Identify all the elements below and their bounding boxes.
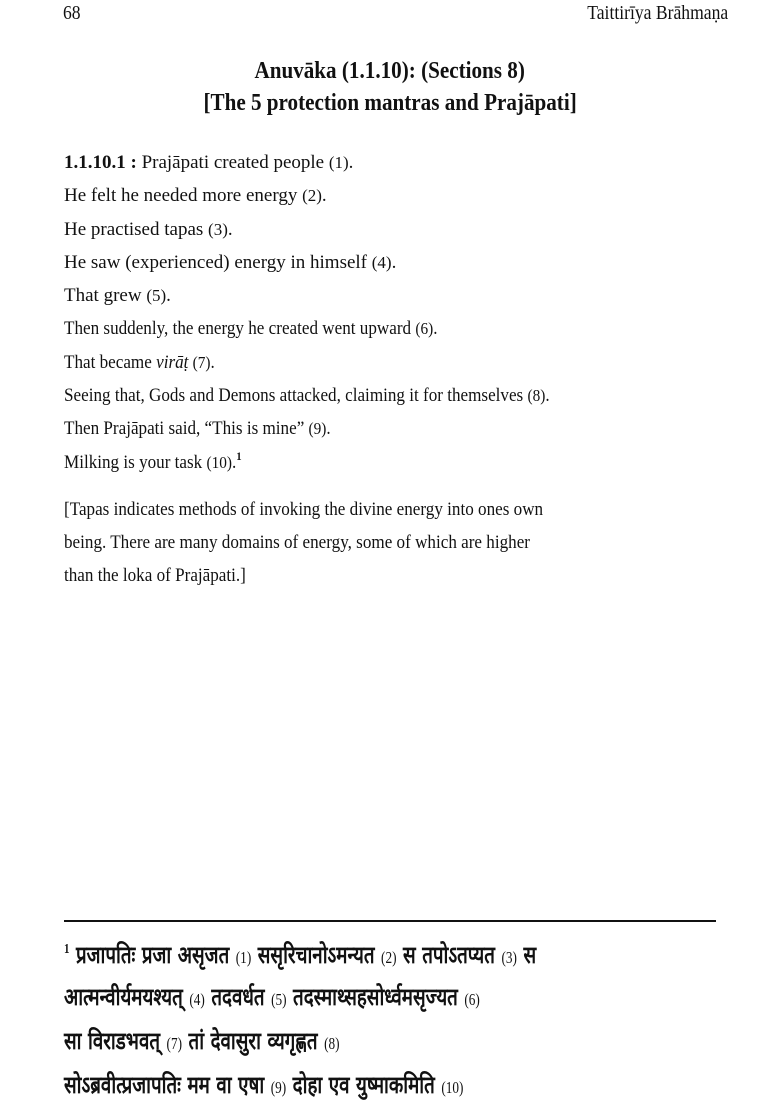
sanskrit-text: आत्मन्वीर्यमयश्यत् [64,983,190,1011]
sanskrit-text: स [516,941,537,969]
line-end: . [232,451,237,473]
verse-number: (3) [208,219,228,239]
line-text: Prajāpati created people [136,152,329,173]
anuvaka-heading-text: Anuvāka (1.1.10): (Sections 8) [254,58,526,84]
verse-number: (5) [146,286,167,306]
verse-number: (7) [192,352,211,372]
translation-lines [64,150,604,483]
anuvaka-subtitle-text: [The 5 protection mantras and Prajāpati] [203,90,577,116]
verse-number: (3) [501,948,517,967]
footnote-line [64,1024,340,1057]
sanskrit-text: तां देवासुरा व्यगृह्णत [182,1027,325,1055]
verse-number: (10) [206,452,233,472]
translation-line [64,450,550,483]
commentary [64,493,712,592]
italic-term: virāṭ [156,351,189,373]
verse-number: (5) [271,990,287,1009]
sanskrit-text: ससृरिचानोऽमन्यत [251,941,382,969]
commentary-line: [Tapas indicates methods of invoking the divine energy into ones own [64,499,544,520]
verse-number: (4) [371,252,392,272]
verse-number: (8) [527,386,546,406]
commentary-line: than the loka of Prajāpati.] [64,565,246,586]
translation-line [64,250,604,283]
line-text: That grew [64,285,147,307]
line-end: . [227,218,233,240]
translation-line [64,283,604,316]
anuvaka-subtitle [0,90,780,117]
line-end: . [348,152,354,173]
translation-line [64,316,550,349]
line-text: Then suddenly, the energy he created went upward [64,318,416,340]
footnote-line [64,938,536,971]
running-title: Taittirīya Brāhmaṇa [587,2,728,24]
footnote-rule [64,920,716,922]
line-text: That became [64,351,157,373]
line-end: . [166,285,171,307]
footnote-ref: 1 [236,448,242,463]
verse-number: (9) [270,1078,287,1097]
sanskrit-text: तदवर्धत [204,983,272,1011]
section-id: 1.1.10.1 : [64,152,137,173]
translation-line [64,350,550,383]
line-text: He saw (experienced) energy in himself [64,251,372,273]
anuvaka-heading [0,58,780,85]
verse-number: (1) [235,948,252,967]
verse-number: (9) [308,419,327,439]
verse-number: (10) [441,1078,464,1097]
line-end: . [433,318,438,340]
sanskrit-text: प्रजापतिः प्रजा असृजत [69,941,236,969]
footnote-line [64,1068,463,1101]
verse-number: (7) [166,1034,183,1053]
footnote-marker: 1 [64,942,70,957]
line-text: Seeing that, Gods and Demons attacked, claiming it for themselves [64,385,528,407]
translation-line [64,416,550,449]
page-number: 68 [63,2,81,24]
commentary-line: being. There are many domains of energy, some of which are higher [64,532,530,553]
translation-line [64,183,604,216]
line-end: . [210,351,215,373]
verse-number: (2) [302,186,322,206]
line-text: Milking is your task [64,451,207,473]
verse-number: (6) [464,990,480,1009]
translation-line [64,150,604,183]
translation-line [64,217,604,250]
footnote-line [64,980,480,1013]
translation-line [64,383,550,416]
verse-number: (4) [189,990,205,1009]
line-end: . [545,385,550,407]
sanskrit-text: दोहा एव युष्माकमिति [286,1071,442,1099]
sanskrit-text: सा विराडभवत् [64,1027,167,1055]
line-end: . [321,185,327,207]
sanskrit-text: सोऽब्रवीत्प्रजापतिः मम वा एषा [64,1071,271,1099]
line-end: . [391,251,397,273]
verse-number: (6) [415,319,434,339]
sanskrit-text: स तपोऽतप्यत [396,941,502,969]
line-text: He felt he needed more energy [64,185,303,207]
verse-number: (1) [328,153,349,172]
verse-number: (8) [324,1034,340,1053]
line-text: He practised tapas [64,218,209,240]
verse-number: (2) [381,948,397,967]
line-end: . [326,418,331,440]
line-text: Then Prajāpati said, “This is mine” [64,418,309,440]
sanskrit-text: तदस्माथ्सहसोर्ध्वमसृज्यत [286,983,465,1011]
